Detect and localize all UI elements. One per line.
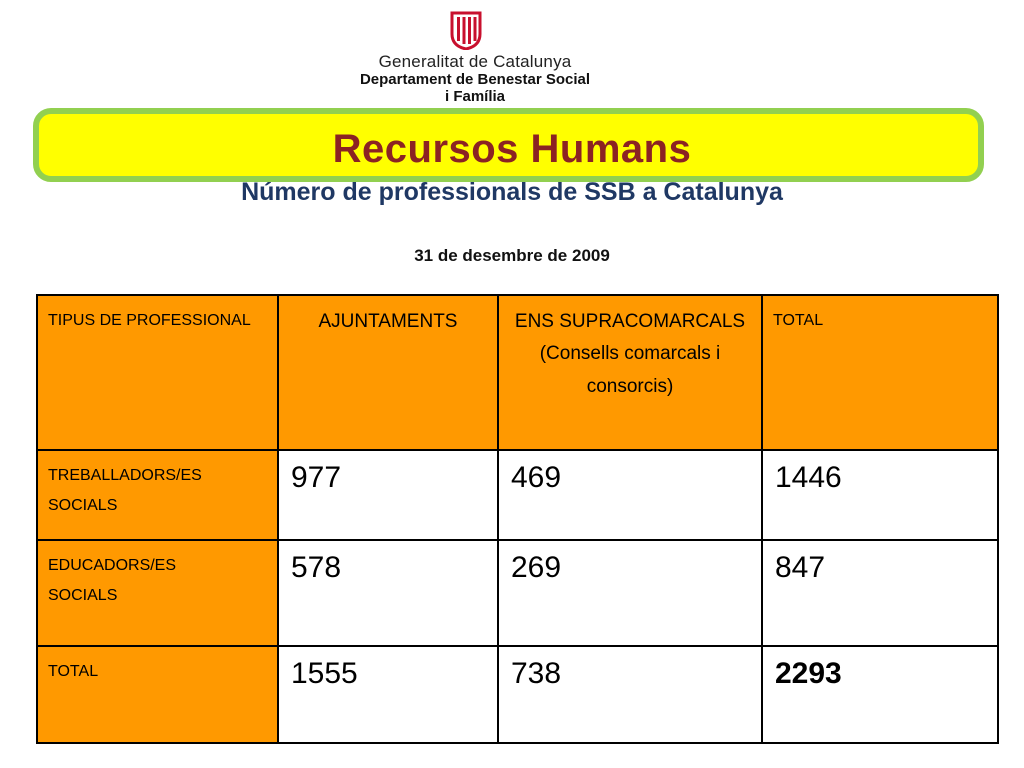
professionals-table: [36, 294, 999, 744]
cell-total: [762, 646, 998, 743]
report-date: 31 de desembre de 2009: [414, 246, 610, 265]
row-label-cell: [37, 646, 278, 743]
header-cell-ajuntaments: [278, 295, 498, 450]
row-label: TOTAL: [48, 663, 99, 680]
row-label-cell: [37, 450, 278, 540]
cell-ens: [498, 450, 762, 540]
header-ajuntaments-label: AJUNTAMENTS: [318, 311, 458, 332]
generalitat-logo: [330, 10, 620, 105]
cell-ens: [498, 540, 762, 646]
page-subtitle: Número de professionals de SSB a Catalunya: [241, 178, 783, 206]
value-total: 847: [775, 551, 826, 584]
value-grand-total: 2293: [775, 657, 842, 690]
value-ens: 469: [511, 461, 562, 494]
org-name: Generalitat de Catalunya: [378, 52, 572, 71]
page-title: Recursos Humans: [332, 127, 692, 171]
row-label-line2: SOCIALS: [48, 586, 118, 604]
cell-ajuntaments: [278, 646, 498, 743]
value-ajuntaments: 977: [291, 461, 342, 494]
department-name: Departament de Benestar Social: [359, 71, 591, 88]
row-label-line1: TREBALLADORS/ES: [48, 467, 202, 484]
row-label: [38, 451, 277, 520]
header-cell-type: [37, 295, 278, 450]
table-row: [37, 450, 998, 540]
table-header-row: [37, 295, 998, 450]
value-ens: 269: [511, 551, 562, 584]
value-ens: 738: [511, 657, 562, 690]
cell-ajuntaments: [278, 450, 498, 540]
header-total-label: TOTAL: [773, 312, 824, 329]
header-cell-total: [762, 295, 998, 450]
cell-total: [762, 540, 998, 646]
department-name-cont: i Família: [444, 88, 506, 105]
value-ajuntaments: 1555: [291, 657, 358, 690]
table-row-total: [37, 646, 998, 743]
table-row: [37, 540, 998, 646]
header-type-label: TIPUS DE PROFESSIONAL: [48, 312, 251, 329]
cell-ens: [498, 646, 762, 743]
value-total: 1446: [775, 461, 842, 494]
header-ens-detail: (Consells comarcals i consorcis): [539, 343, 721, 397]
row-label-line2: SOCIALS: [48, 496, 118, 514]
catalan-emblem-icon: [449, 10, 483, 50]
cell-total: [762, 450, 998, 540]
header-cell-ens: [498, 295, 762, 450]
row-label: [38, 541, 277, 610]
header-ens-label: ENS SUPRACOMARCALS: [514, 311, 746, 332]
value-ajuntaments: 578: [291, 551, 342, 584]
row-label-line1: EDUCADORS/ES: [48, 557, 177, 574]
row-label-cell: [37, 540, 278, 646]
cell-ajuntaments: [278, 540, 498, 646]
